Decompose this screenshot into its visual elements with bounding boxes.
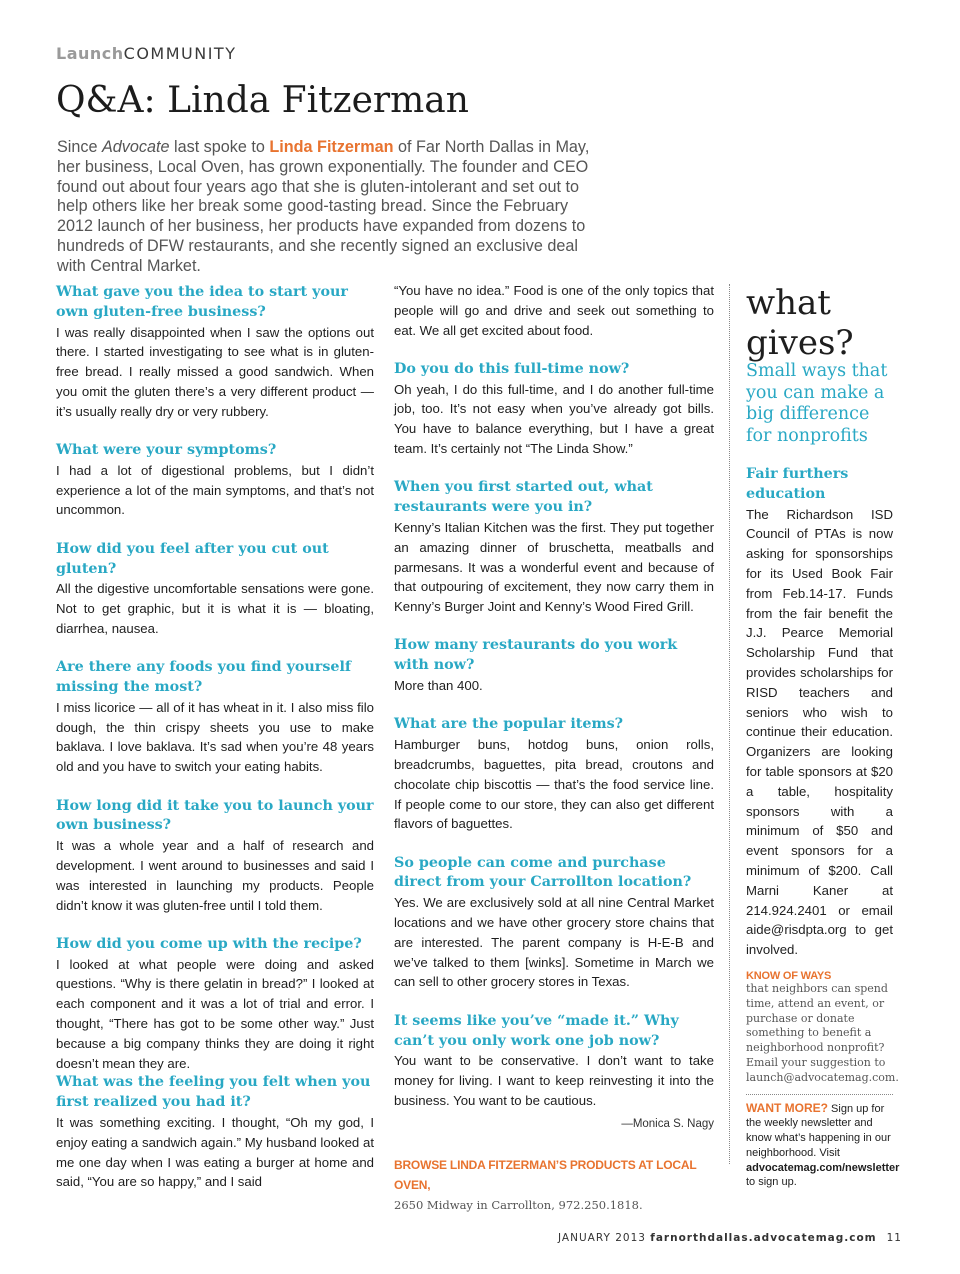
issue-date: JANUARY 2013 (558, 1232, 646, 1244)
answer: It was something exciting. I thought, “Oh my god, I enjoy eating a sandwich again.” My husband looked at me one day when I was eating a burger at home and said, “You are so happy,” and I said (56, 1114, 374, 1190)
answer: Yes. We are exclusively sold at all nine Central Market locations and we have other grocery store chains that are interested. The parent company is H-E-B and we’ve talked to them [winks]. Sometime in March we can sell to other grocery stores in Texas. (394, 895, 714, 990)
browse-heading: BROWSE LINDA FITZERMAN’S PRODUCTS AT LOCAL OVEN, (394, 1158, 697, 1193)
section-label (56, 44, 236, 63)
answer: More than 400. (394, 678, 483, 694)
question: Are there any foods you find yourself missing the most? (56, 659, 352, 696)
question: How did you feel after you cut out gluten? (56, 540, 329, 577)
article-title: Q&A: Linda Fitzerman (56, 80, 469, 121)
answer: Kenny’s Italian Kitchen was the first. They put together an amazing dinner of bruschetta, meatballs and parmesans. It was a wonderful event and because of that outpouring of excitement, they now carry them in Kenny’s Burger Joint and Kenny’s Wood Fired Grill. (394, 519, 714, 615)
answer: It was a whole year and a half of research and development. I went around to businesses and said I was interested in launching my products. People didn’t know it was gluten-free until I told them. (56, 838, 374, 913)
sidebar-subtitle: Small ways that you can make a big difference for nonprofits (746, 361, 888, 446)
question: Do you do this full-time now? (394, 360, 630, 377)
interviewee-name: Linda Fitzerman (269, 138, 394, 156)
sidebar-what-gives (746, 283, 900, 1190)
sidebar-item-heading: Fair furthers education (746, 466, 849, 502)
answer: I had a lot of digestional problems, but I didn’t experience a lot of the main symptoms, and that’s not uncommon. (56, 462, 374, 518)
question: What gave you the idea to start your own gluten-free business? (56, 284, 348, 320)
author-signature: —Monica S. Nagy (621, 1117, 714, 1130)
sidebar-item-body: The Richardson ISD Council of PTAs is now asking for sponsorships for its Used Book Fair from Feb.14-17. Funds from the fair benefit the J.J. Pearce Memorial Scholarship Fund that provides scholarships for RISD teachers and seniors who wish to continue their education. Organizers are looking for table sponsors at $20 a table, hospitality sponsors with a minimum of $50 and event sponsors for a minimum of $200. Call Marni Kaner at 214.924.2401 or email aide@risdpta.org to get involved. (746, 506, 893, 958)
qa-column-2 (394, 281, 714, 1216)
answer: I was really disappointed when I saw the options out there. I started investigating to see what is in gluten-free bread. I really missed a good sandwich. When you omit the gluten there’s a very different product — it’s usually really dry or very rubbery. (56, 324, 374, 419)
page-number: 11 (886, 1232, 902, 1244)
want-more-block: WANT MORE? Sign up for the weekly newsletter and know what’s happening in our neighborhood. Visit advocatemag.com/newsletter to sign up. (746, 1100, 900, 1189)
advocate-name: Advocate (102, 138, 170, 156)
question: When you first started out, what restaurants were you in? (394, 479, 653, 516)
answer: Hamburger buns, hotdog buns, onion rolls, breadcrumbs, baguettes, pita bread, croutons and chocolate chip biscottis — that’s the food service line. If people come to our store, they can also get different flavors of baguettes. (394, 737, 714, 832)
sidebar-dotted-rule (746, 1094, 893, 1095)
question: How long did it take you to launch your own business? (56, 797, 374, 834)
question: How did you come up with the recipe? (56, 935, 362, 952)
question: What were your symptoms? (56, 442, 277, 459)
answer: Oh yeah, I do this full-time, and I do another full-time job, too. It’s not easy when you’ve already got bills. You have to balance everything, but I have a great team. It’s certainly not “The Linda Show.” (394, 381, 714, 457)
section-community: COMMUNITY (123, 44, 237, 63)
answer: I looked at what people were doing and asked questions. “Why is there gelatin in bread?” I looked at each component and it was a lot of trial and error. I thought, “There has got to be some other way.” Just because a big company thinks they are doing it right doesn’t mean they are. (56, 956, 374, 1071)
question: What was the feeling you felt when you first realized you had it? (56, 1074, 371, 1111)
footer-site: farnorthdallas.advocatemag.com (650, 1232, 877, 1244)
answer: All the digestive uncomfortable sensations were gone. Not to get graphic, but it is what it is — bloating, diarrhea, nausea. (56, 581, 374, 636)
newsletter-link[interactable]: advocatemag.com/newsletter (746, 1161, 900, 1174)
know-of-ways-heading: KNOW OF WAYS (746, 969, 832, 982)
know-of-ways-body: that neighbors can spend time, attend an event, or purchase or donate something to benefit a neighborhood nonprofit? Email your suggestion to launch@advocatemag.com. (746, 981, 899, 1084)
question: What are the popular items? (394, 716, 624, 733)
section-launch: Launch (56, 44, 124, 63)
answer: I miss licorice — all of it has wheat in it. I also miss filo dough, the thin crispy sheets you use to make baklava. I love baklava. It’s sad when you’re 48 years old and you have to switch your eating habits. (56, 699, 374, 775)
qa-column-1 (56, 283, 374, 1192)
question: It seems like you’ve “made it.” Why can’t you only work one job now? (394, 1012, 679, 1049)
page-footer (558, 1232, 902, 1244)
browse-address: 2650 Midway in Carrollton, 972.250.1818. (394, 1198, 643, 1213)
question: So people can come and purchase direct from your Carrollton location? (394, 854, 692, 891)
sidebar-divider (729, 284, 730, 1164)
want-more-heading: WANT MORE? (746, 1100, 828, 1115)
answer-continued: “You have no idea.” Food is one of the only topics that people will go and drive and seek out something to eat. We all get excited about food. (394, 283, 714, 338)
sidebar-title: what gives? (746, 283, 854, 363)
question: How many restaurants do you work with now? (394, 637, 678, 674)
answer: You want to be conservative. I don’t want to take money for living. I want to keep reinvesting it into the business. You want to be cautious. (394, 1053, 714, 1108)
intro-paragraph: Since Advocate last spoke to Linda Fitzerman of Far North Dallas in May, her business, Local Oven, has grown exponentially. The founder and CEO found out about four years ago that she is gluten-intolerant and set out to help others like her break some good-tasting bread. Since the February 2012 launch of her business, her products have expanded from dozens to hundreds of DFW restaurants, and she recently signed an exclusive deal with Central Market. (57, 138, 590, 275)
